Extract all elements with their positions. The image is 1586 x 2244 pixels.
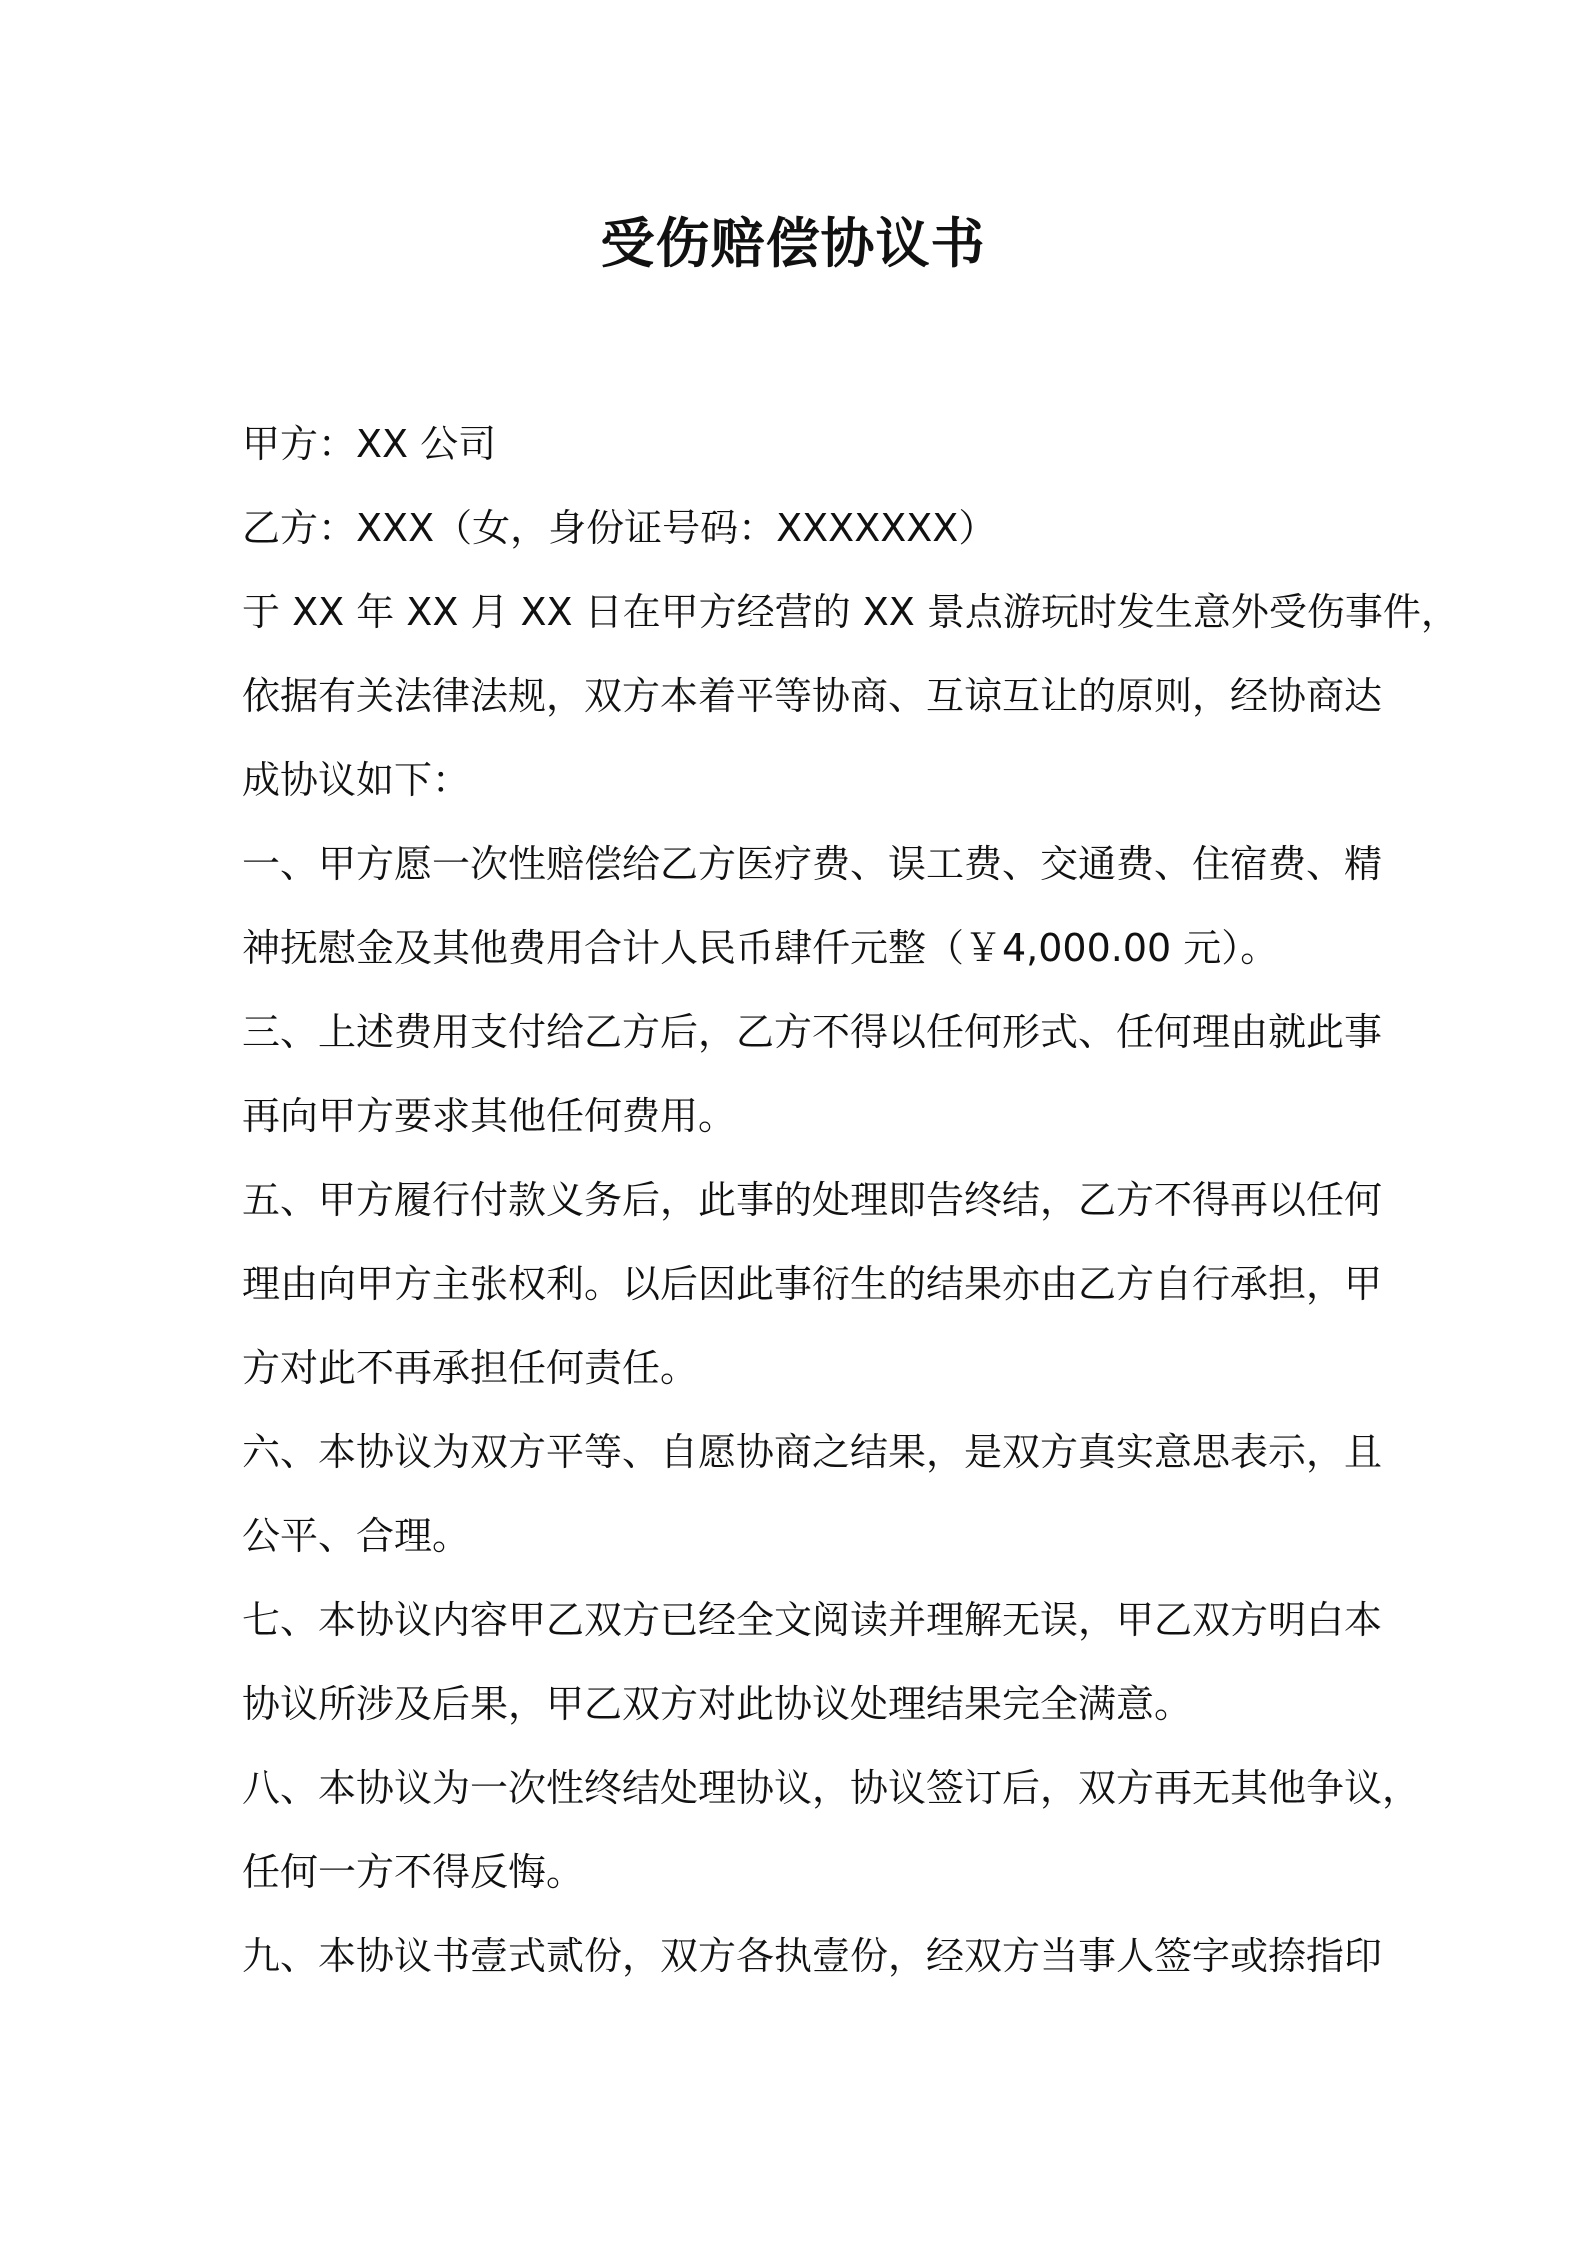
preamble-line-1: 于 XX 年 XX 月 XX 日在甲方经营的 XX 景点游玩时发生意外受伤事件， — [242, 590, 1459, 634]
clause-7-line-2: 协议所涉及后果，甲乙双方对此协议处理结果完全满意。 — [242, 1682, 1193, 1726]
preamble-line-3: 成协议如下： — [242, 758, 471, 802]
clause-6-line-2: 公平、合理。 — [242, 1514, 471, 1558]
party-a-line: 甲方：XX 公司 — [242, 422, 497, 466]
clause-3-line-2: 再向甲方要求其他任何费用。 — [242, 1094, 737, 1138]
clause-8-line-1: 八、本协议为一次性终结处理协议，协议签订后，双方再无其他争议， — [242, 1766, 1421, 1810]
clause-6-line-1: 六、本协议为双方平等、自愿协商之结果，是双方真实意思表示，且 — [242, 1430, 1383, 1474]
document-title: 受伤赔偿协议书 — [600, 212, 986, 275]
clause-8-line-2: 任何一方不得反悔。 — [242, 1850, 585, 1894]
preamble-line-2: 依据有关法律法规，双方本着平等协商、互谅互让的原则，经协商达 — [242, 674, 1383, 718]
document-body — [242, 402, 1459, 1998]
clause-1-line-1: 一、甲方愿一次性赔偿给乙方医疗费、误工费、交通费、住宿费、精 — [242, 842, 1383, 886]
clause-7-line-1: 七、本协议内容甲乙双方已经全文阅读并理解无误，甲乙双方明白本 — [242, 1598, 1383, 1642]
clause-5-line-3: 方对此不再承担任何责任。 — [242, 1346, 699, 1390]
party-b-line: 乙方：XXX（女，身份证号码：XXXXXXX） — [242, 506, 997, 550]
clause-9-line-1: 九、本协议书壹式贰份，双方各执壹份，经双方当事人签字或捺指印 — [242, 1934, 1383, 1978]
clause-5-line-1: 五、甲方履行付款义务后，此事的处理即告终结，乙方不得再以任何 — [242, 1178, 1383, 1222]
clause-3-line-1: 三、上述费用支付给乙方后，乙方不得以任何形式、任何理由就此事 — [242, 1010, 1383, 1054]
clause-5-line-2: 理由向甲方主张权利。以后因此事衍生的结果亦由乙方自行承担，甲 — [242, 1262, 1383, 1306]
clause-1-line-2: 神抚慰金及其他费用合计人民币肆仟元整（￥4,000.00 元）。 — [242, 926, 1279, 970]
